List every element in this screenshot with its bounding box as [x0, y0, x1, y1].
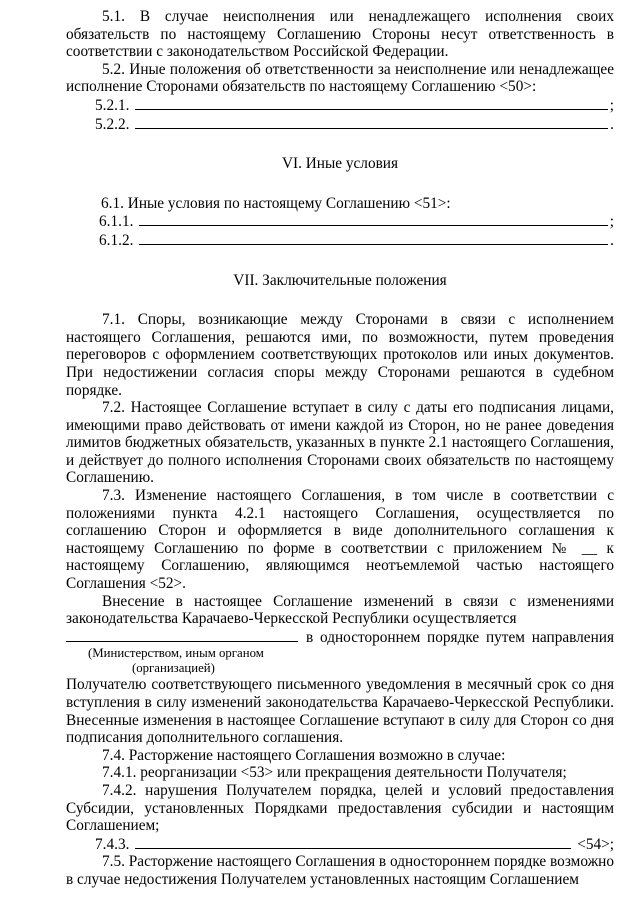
clause-5-2: 5.2. Иные положения об ответственности за неисполнение или ненадлежащее исполнение Сторонами обязательств по настоящему Соглашению <50>:	[66, 60, 614, 96]
clause-7-3-amendments: Внесение в настоящее Соглашение изменений в связи с изменениями законодательства Карачаево-Черкесской Республики осуществляется	[66, 592, 614, 628]
amendment-unilateral-text: в одностороннем порядке путем направления	[306, 628, 614, 646]
clause-7-4: 7.4. Расторжение настоящего Соглашения возможно в случае:	[102, 746, 506, 764]
clause-7-3: 7.3. Изменение настоящего Соглашения, в том числе в соответствии с положениями пункта 4.2.1 настоящего Соглашения, осуществляется по соглашению Сторон и оформляется в виде дополнительного соглашения к настоящему Соглашению по форме в соответствии с приложением № __ к настоящему Соглашению, являющимся неотъемлемой частью настоящего Соглашения <52>.	[66, 487, 614, 593]
clause-7-4-3-blank	[135, 835, 571, 849]
amendment-body-line	[66, 628, 614, 647]
clause-7-2: 7.2. Настоящее Соглашение вступает в силу с даты его подписания лицами, имеющими право действовать от имени каждой из Сторон, но не ранее доведения лимитов бюджетных обязательств, указанных в пункте 2.1 настоящего Соглашения, и действует до полного исполнения Сторонами своих обязательств по настоящему Соглашению.	[66, 399, 614, 487]
amendment-body-blank	[66, 628, 298, 642]
clause-5-2-2-end: .	[610, 115, 614, 133]
footnote-ministry: (Министерством, иным органом	[88, 646, 264, 661]
clause-6-1-2-line	[66, 231, 614, 250]
clause-6-1-2-label: 6.1.2.	[99, 231, 138, 249]
clause-5-2-1-line	[66, 96, 614, 115]
clause-5-2-2-blank	[135, 115, 608, 129]
clause-5-2-2-label: 5.2.2.	[95, 115, 134, 133]
clause-5-1: 5.1. В случае неисполнения или ненадлежащего исполнения своих обязательств по настоящему Соглашению Стороны несут ответственность в соответствии с законодательством Российской Федерации.	[66, 8, 614, 61]
clause-7-1: 7.1. Споры, возникающие между Сторонами в связи с исполнением настоящего Соглашения, решаются ими, по возможности, путем проведения переговоров с оформлением соответствующих протоколов или иных документов. При недостижении согласия споры между Сторонами решаются в судебном порядке.	[66, 311, 614, 399]
document-page	[66, 0, 614, 889]
footnote-organization: (организацией)	[132, 661, 215, 676]
clause-6-1-1-line	[66, 212, 614, 231]
clause-7-5: 7.5. Расторжение настоящего Соглашения в одностороннем порядке возможно в случае недостижения Получателем установленных настоящим Соглашением	[66, 853, 614, 888]
clause-6-1-1-label: 6.1.1.	[99, 213, 138, 231]
clause-5-2-2-line	[66, 115, 614, 134]
clause-6-1: 6.1. Иные условия по настоящему Соглашению <51>:	[101, 194, 451, 212]
clause-6-1-2-blank	[139, 231, 608, 245]
clause-5-2-1-end: ;	[609, 96, 614, 114]
clause-6-1-1-blank	[139, 212, 608, 226]
clause-7-4-3-label: 7.4.3.	[95, 835, 134, 853]
clause-6-1-1-end: ;	[609, 213, 614, 231]
clause-5-2-1-blank	[135, 96, 608, 110]
clause-7-4-2: 7.4.2. нарушения Получателем порядка, целей и условий предоставления Субсидии, установленных Порядками предоставления субсидии и настоящим Соглашением;	[66, 781, 614, 835]
clause-7-4-1: 7.4.1. реорганизации <53> или прекращения деятельности Получателя;	[102, 764, 567, 782]
clause-5-2-1-label: 5.2.1.	[95, 96, 134, 114]
section-6-heading: VI. Иные условия	[281, 155, 399, 173]
clause-7-3-notice: Получателю соответствующего письменного уведомления в месячный срок со дня вступления в силу изменений законодательства Карачаево-Черкесской Республики. Внесенные изменения в настоящее Соглашение вступают в силу для Сторон со дня подписания дополнительного соглашения.	[66, 676, 614, 747]
clause-7-4-3-line	[66, 835, 614, 854]
clause-7-4-3-end: <54>;	[573, 835, 614, 853]
section-7-heading: VII. Заключительные положения	[233, 271, 447, 289]
clause-6-1-2-end: .	[610, 231, 614, 249]
